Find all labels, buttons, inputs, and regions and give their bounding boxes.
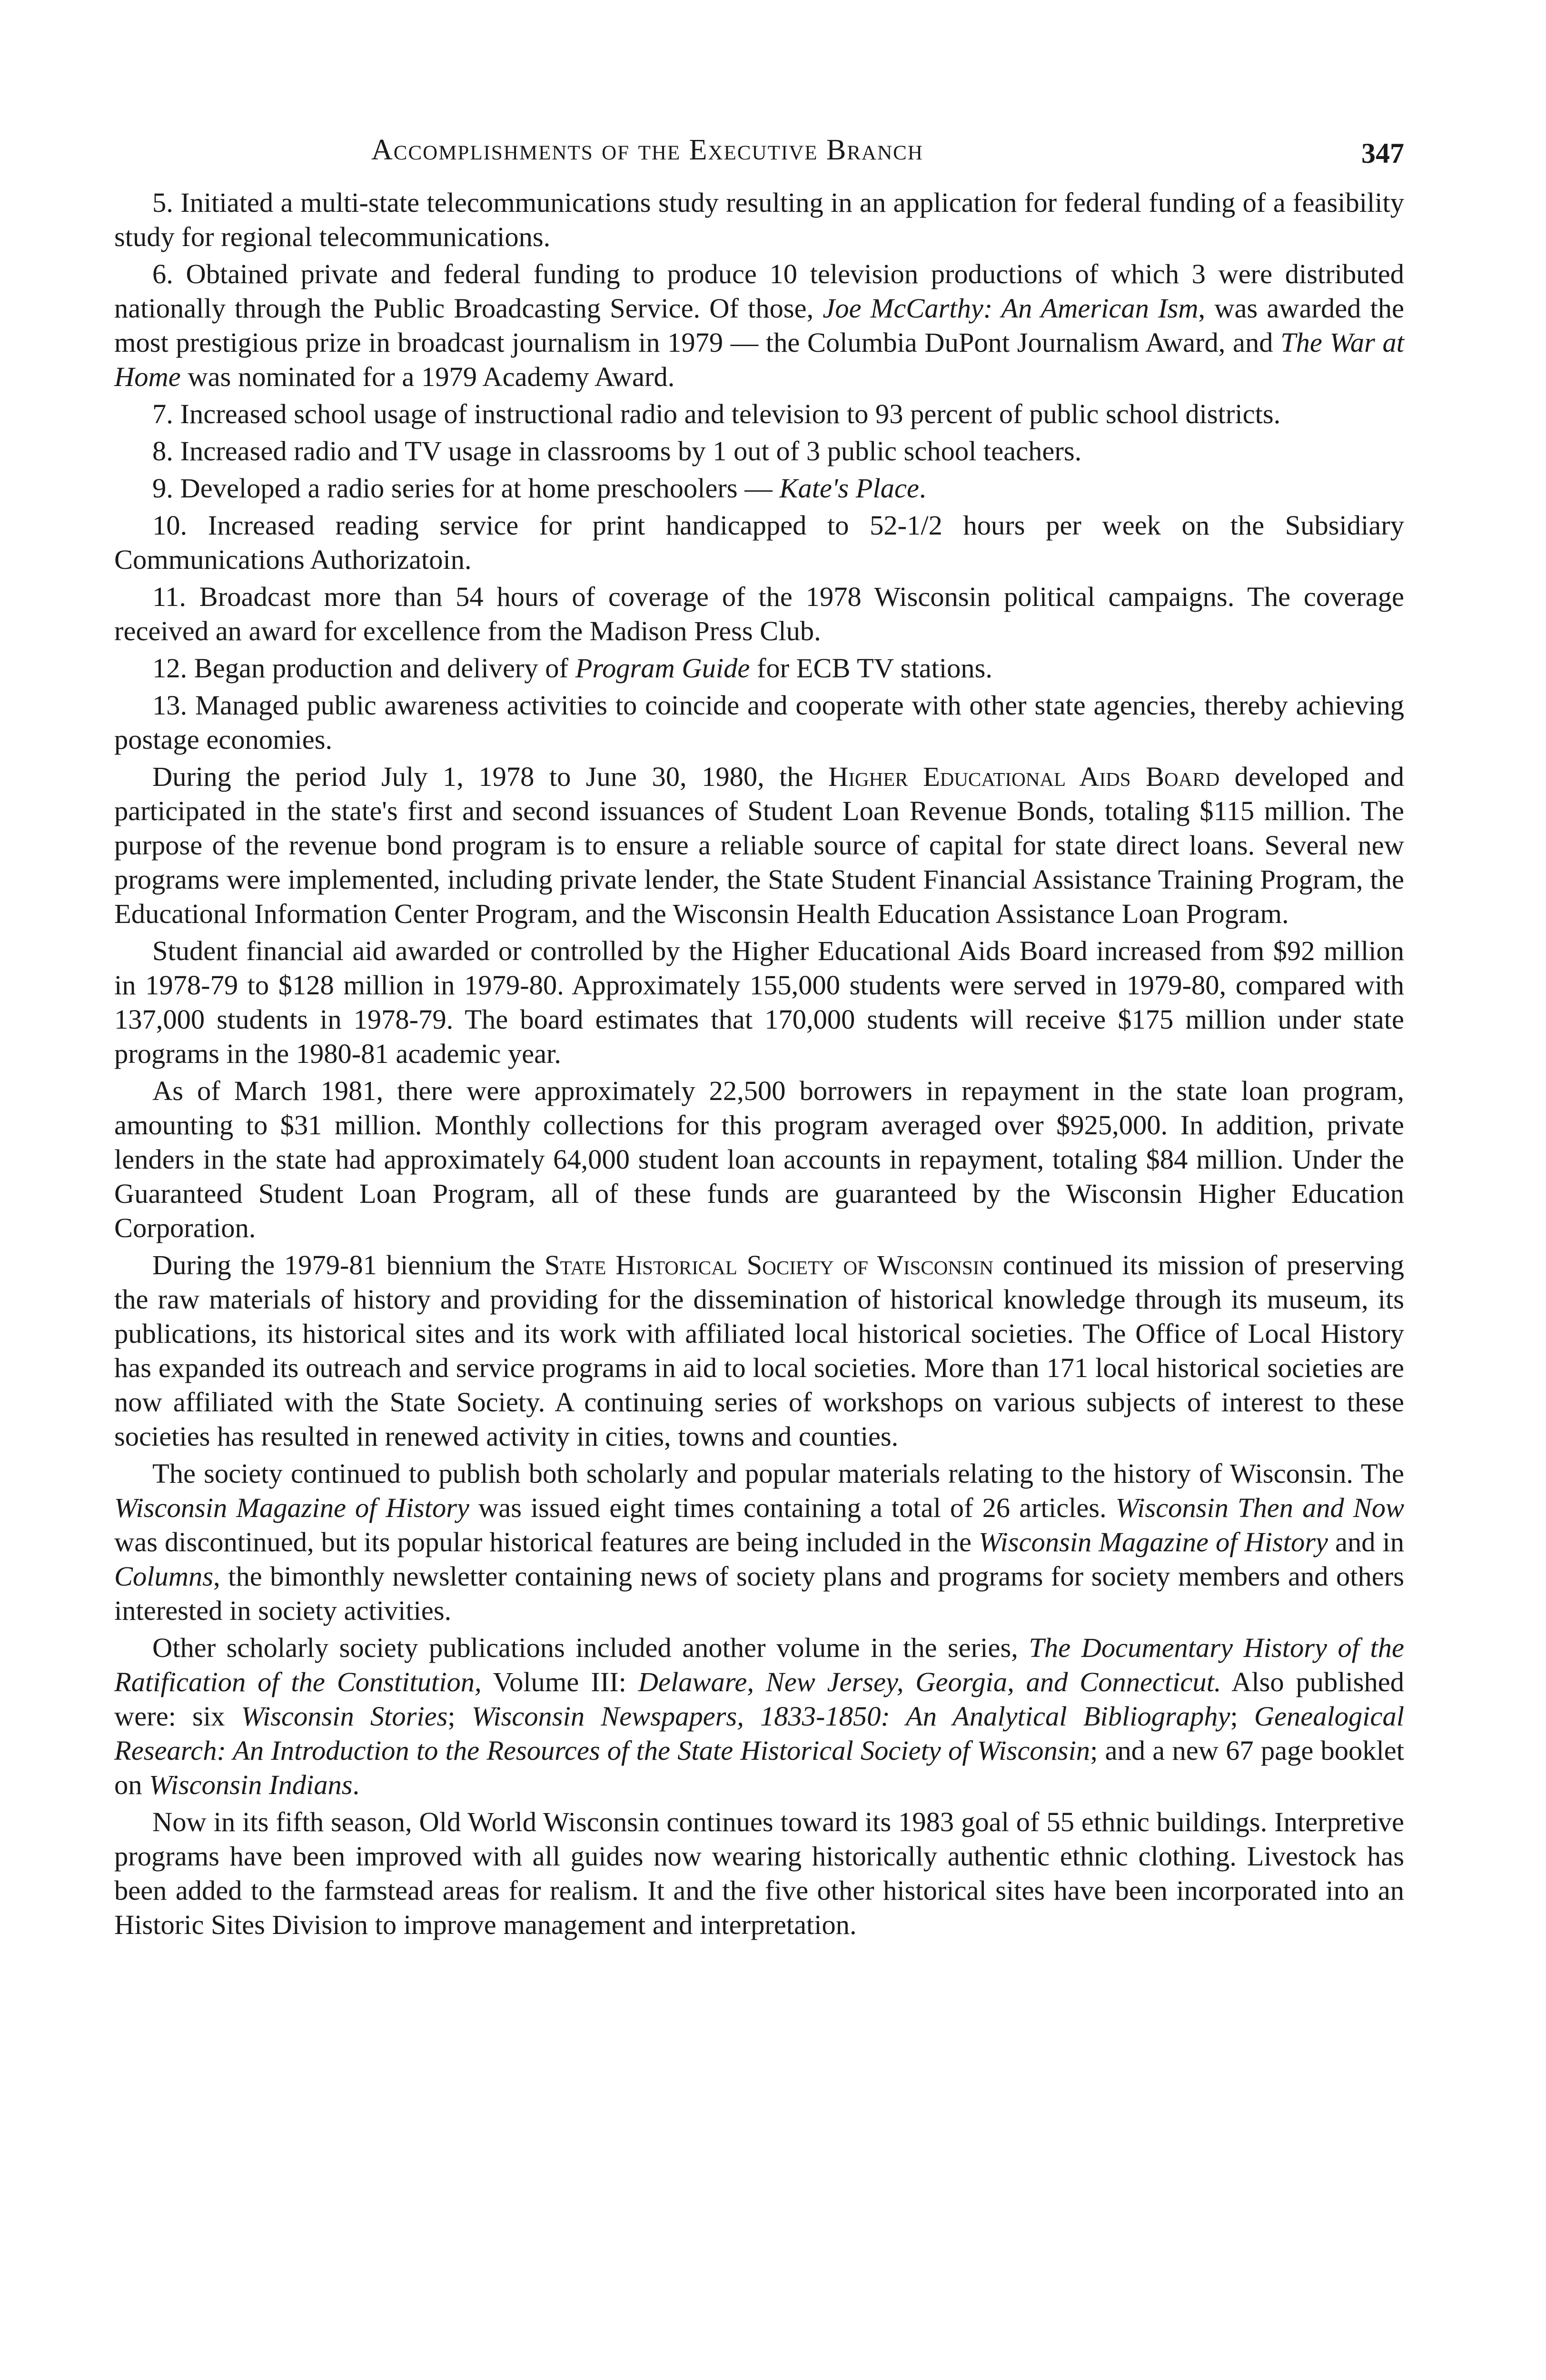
publication-title: Wisconsin Then and Now — [1115, 1492, 1404, 1523]
paragraph: During the 1979-81 biennium the State Historical Society of Wisconsin continued its mission of preserving the raw materials of history and providing for the dissemination of historical knowledge through its museum, its publications, its historical sites and its work with affiliated local historical societies. The Office of Local History has expanded its outreach and service programs in aid to local societies. More than 171 local historical societies are now affiliated with the State Society. A continuing series of workshops on various subjects of interest to these societies has resulted in renewed activity in cities, towns and counties. — [114, 1250, 1404, 1452]
paragraph: The society continued to publish both scholarly and popular materials relating to the history of Wisconsin. The Wisconsin Magazine of History was issued eight times containing a total of 26 articles. Wisconsin Then and Now was discontinued, but its popular historical features are being included in the Wisconsin Magazine of History and in Columns, the bimonthly newsletter containing news of society plans and programs for society members and others interested in society activities. — [114, 1458, 1405, 1626]
list-item: 6. Obtained private and federal funding to produce 10 television productions of which 3 were distributed nationally through the Public Broadcasting Service. Of those, Joe McCarthy: An American Ism, was awarded the most prestigious prize in broadcast journalism in 1979 — the Columbia DuPont Journalism Award, and The War at Home was nominated for a 1979 Academy Award. — [114, 258, 1405, 392]
paragraph: Student financial aid awarded or controlled by the Higher Educational Aids Board increased from $92 million in 1978-79 to $128 million in 1979-80. Approximately 155,000 students were served in 1979-80, compared with 137,000 students in 1978-79. The board estimates that 170,000 students will receive $175 million under state programs in the 1980-81 academic year. — [114, 935, 1404, 1069]
page-number: 347 — [1361, 138, 1404, 169]
agency-name: Higher Educational Aids Board — [828, 761, 1220, 792]
publication-title: Genealogical Research: An Introduction to the Resources of the State Historical Society of Wisconsin — [114, 1701, 1404, 1766]
publication-title: Wisconsin Indians — [149, 1769, 353, 1800]
list-item: 13. Managed public awareness activities to coincide and cooperate with other state agencies, thereby achieving postage economies. — [114, 690, 1404, 755]
paragraph: As of March 1981, there were approximately 22,500 borrowers in repayment in the state loan program, amounting to $31 million. Monthly collections for this program averaged over $925,000. In addition, private lenders in the state had approximately 64,000 student loan accounts in repayment, totaling $84 million. Under the Guaranteed Student Loan Program, all of these funds are guaranteed by the Wisconsin Higher Education Corporation. — [114, 1075, 1404, 1243]
running-header-title: Accomplishments of the Executive Branch — [371, 134, 923, 166]
publication-title: Wisconsin Stories — [241, 1701, 448, 1732]
program-title: Program Guide — [575, 653, 750, 684]
publication-title: Columns — [114, 1561, 214, 1592]
publication-title: Wisconsin Magazine of History — [114, 1492, 469, 1523]
list-item: 12. Began production and delivery of Program Guide for ECB TV stations. — [152, 653, 993, 684]
publication-title: Wisconsin Newspapers, 1833-1850: An Analytical Bibliography — [471, 1701, 1230, 1732]
paragraph: Other scholarly society publications included another volume in the series, The Documentary History of the Ratification of the Constitution, Volume III: Delaware, New Jersey, Georgia, and Connecticut. Also published were: six Wisconsin Stories; Wisconsin Newspapers, 1833-1850: An Analytical Bibliography; Genealogical Research: An Introduction to the Resources of the State Historical Society of Wisconsin; and a new 67 page booklet on Wisconsin Indians. — [114, 1632, 1404, 1800]
program-title: The War at Home — [114, 327, 1404, 392]
list-item: 11. Broadcast more than 54 hours of coverage of the 1978 Wisconsin political campaigns. The coverage received an award for excellence from the Madison Press Club. — [114, 581, 1404, 646]
running-header — [114, 119, 1404, 186]
publication-title: Wisconsin Magazine of History — [979, 1527, 1328, 1557]
program-title: Joe McCarthy: An American Ism — [823, 293, 1199, 324]
list-item: 9. Developed a radio series for at home preschoolers — Kate's Place. — [152, 473, 926, 504]
paragraph: Now in its fifth season, Old World Wisconsin continues toward its 1983 goal of 55 ethnic buildings. Interpretive programs have been improved with all guides now wearing historically authentic ethnic clothing. Livestock has been added to the farmstead areas for realism. It and the five other historical sites have been incorporated into an Historic Sites Division to improve management and interpretation. — [114, 1806, 1404, 1940]
paragraph: During the period July 1, 1978 to June 30, 1980, the Higher Educational Aids Board developed and participated in the state's first and second issuances of Student Loan Revenue Bonds, totaling $115 million. The purpose of the revenue bond program is to ensure a reliable source of capital for state direct loans. Several new programs were implemented, including private lender, the State Student Financial Assistance Training Program, the Educational Information Center Program, and the Wisconsin Health Education Assistance Loan Program. — [114, 761, 1404, 929]
list-item: 5. Initiated a multi-state telecommunications study resulting in an application for federal funding of a feasibility study for regional telecommunications. — [114, 187, 1404, 252]
list-item: 10. Increased reading service for print handicapped to 52-1/2 hours per week on the Subsidiary Communications Authorizatoin. — [114, 510, 1404, 575]
publication-title: Delaware, New Jersey, Georgia, and Connecticut. — [638, 1666, 1221, 1697]
list-item: 7. Increased school usage of instructional radio and television to 93 percent of public school districts. — [152, 398, 1281, 429]
list-item: 8. Increased radio and TV usage in classrooms by 1 out of 3 public school teachers. — [152, 436, 1082, 466]
publication-title: The Documentary History of the Ratification of the Constitution, — [114, 1632, 1404, 1697]
agency-name: State Historical Society of Wisconsin — [544, 1250, 994, 1280]
body-text — [114, 186, 1404, 1942]
program-title: Kate's Place — [779, 473, 919, 504]
document-page — [114, 119, 1404, 1945]
